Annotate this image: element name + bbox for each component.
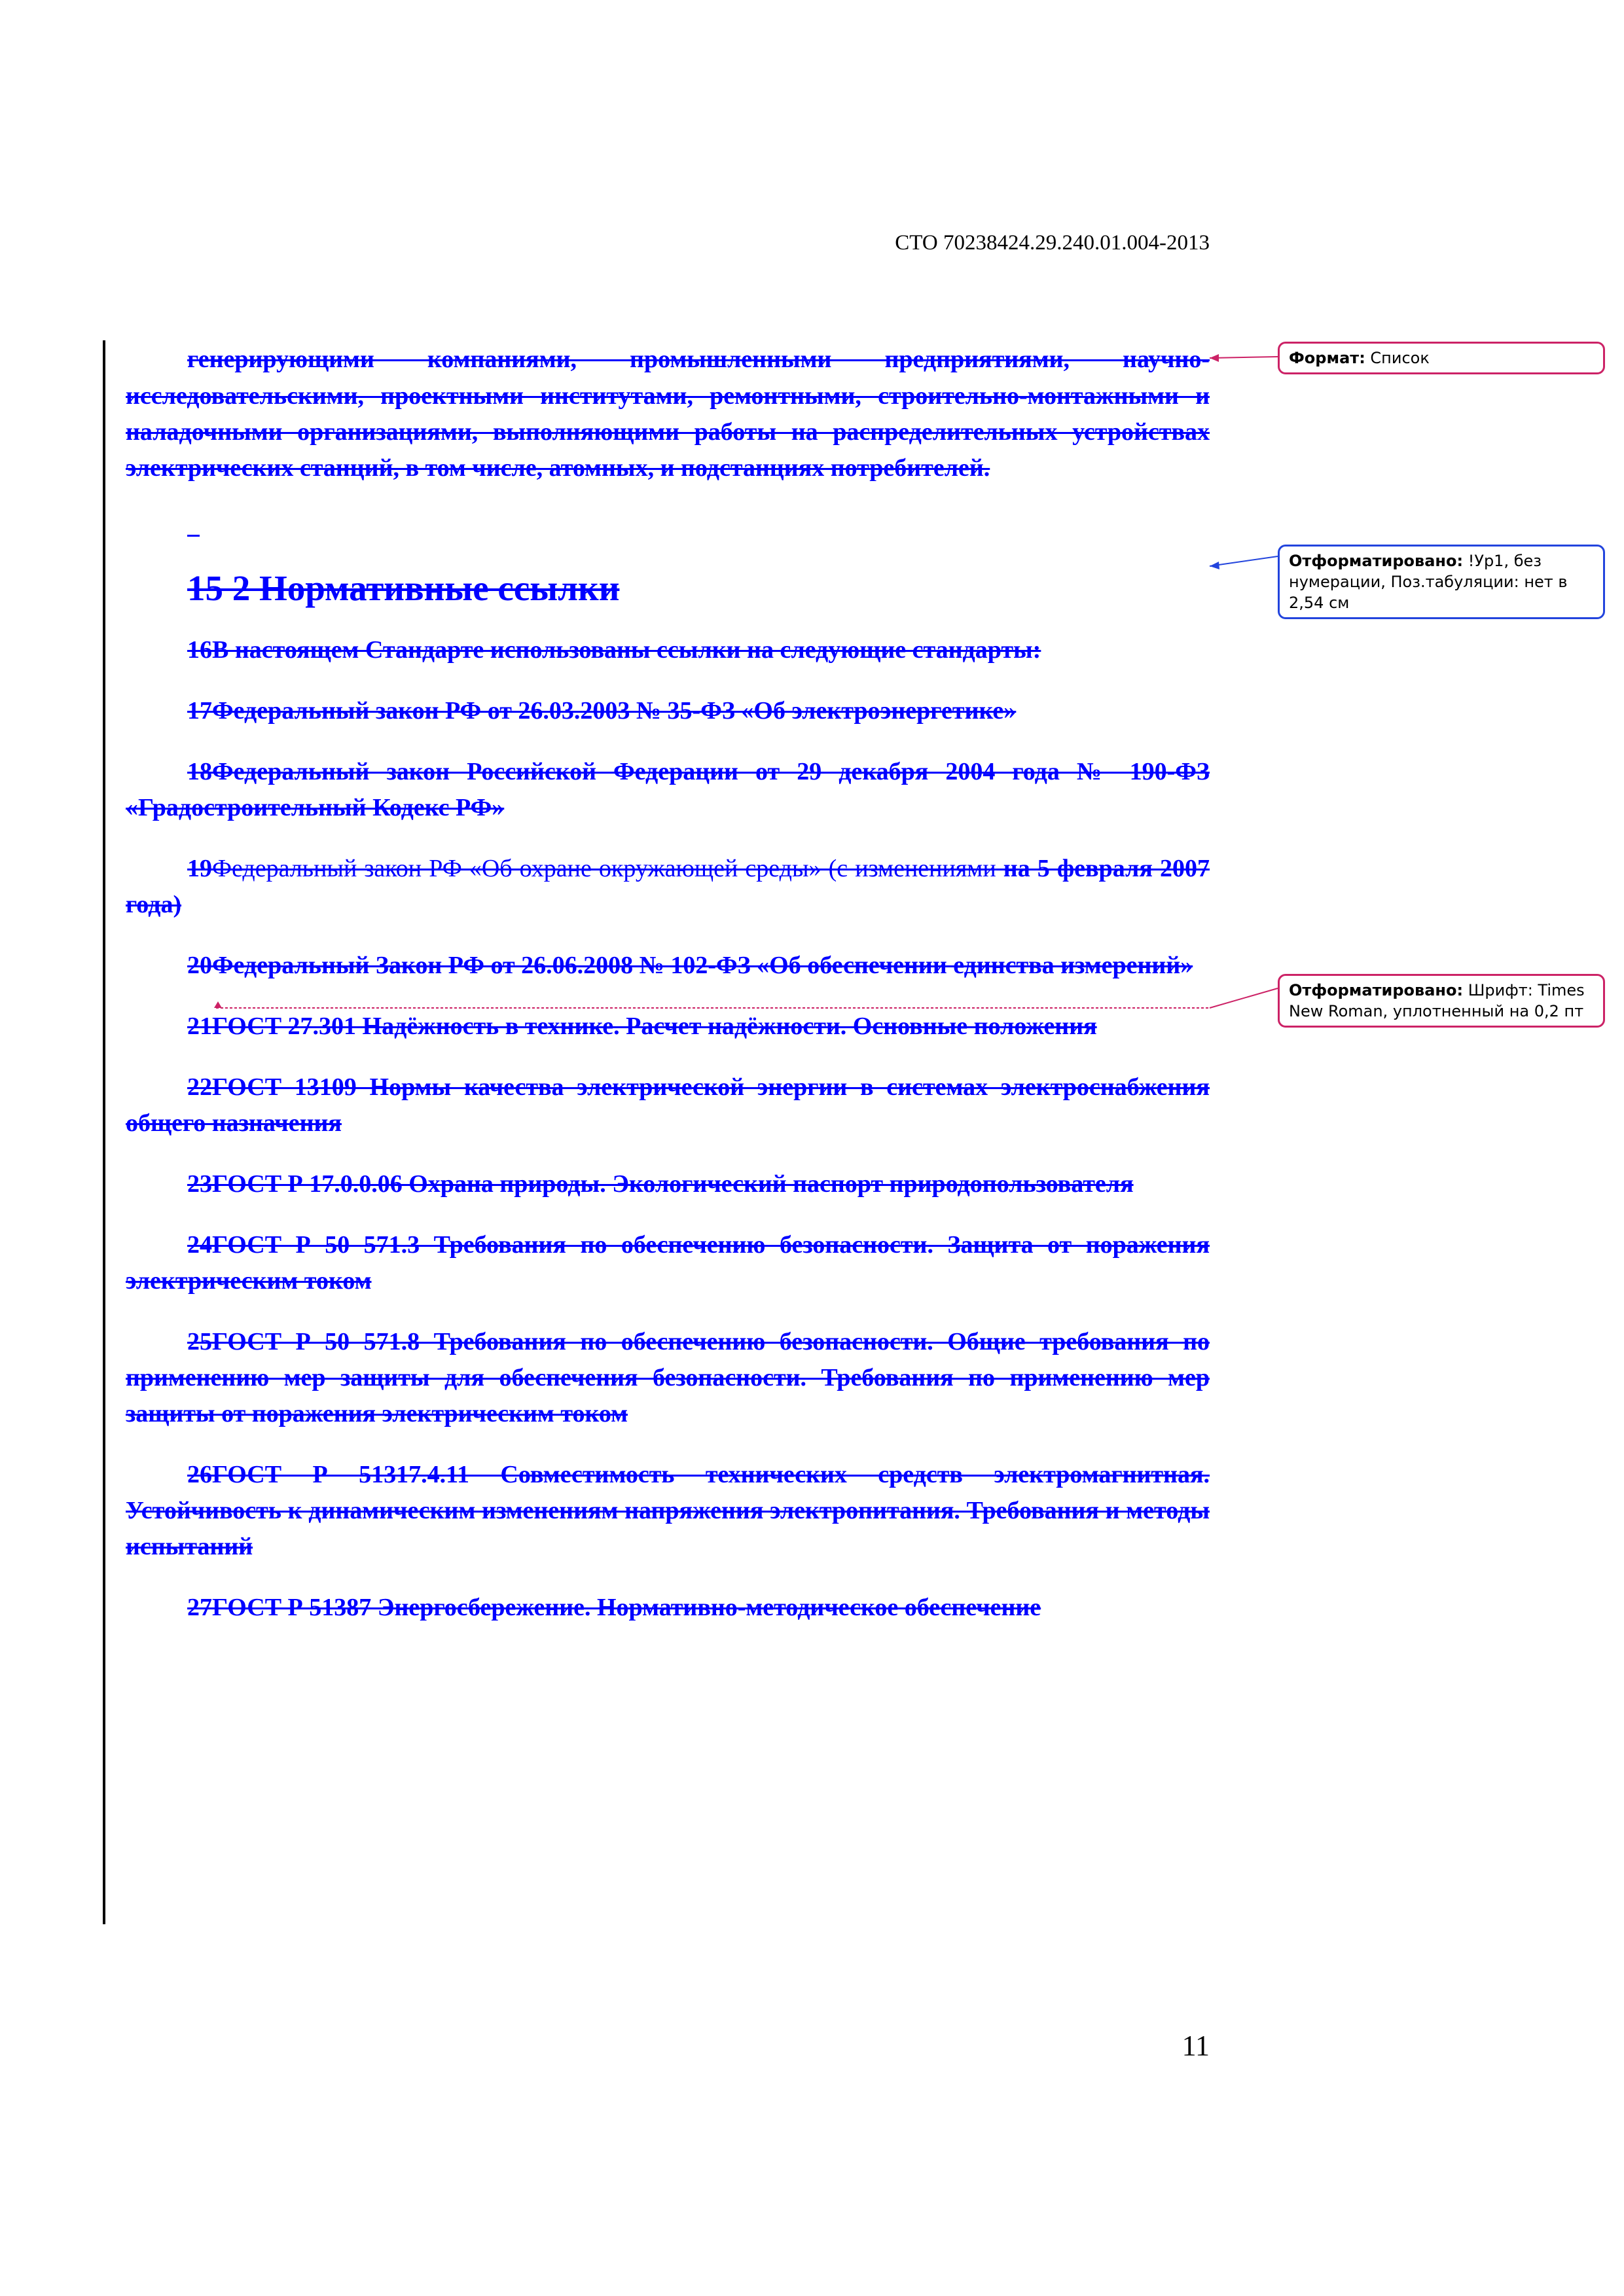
comment-label: Отформатировано: xyxy=(1289,981,1464,999)
intro-paragraph-text: генерирующими компаниями, промышленными предприятиями, научно-исследовательскими, проектными институтами, ремонтными, строительно-монтажными и наладочными организациями, выполняющими работы на распределительных устройствах электрических станций, в том числе, атомных, и подстанциях потребителей. xyxy=(126,346,1210,482)
comment-label: Формат: xyxy=(1289,349,1365,367)
reference-text-normal: Федеральный закон РФ «Об охране окружающей среды» (с изменениями xyxy=(212,855,996,882)
reference-item: 26ГОСТ Р 51317.4.11 Совместимость технических средств электромагнитная. Устойчивость к динамическим изменениям напряжения электропитания. Требования и методы испытаний xyxy=(126,1461,1210,1560)
comment-balloon[interactable] xyxy=(1278,545,1605,619)
reference-item: 21ГОСТ 27.301 Надёжность в технике. Расчет надёжности. Основные положения xyxy=(187,1013,1097,1040)
reference-item: 20Федеральный Закон РФ от 26.06.2008 № 102-ФЗ «Об обеспечении единства измерений» xyxy=(187,952,1193,979)
reference-item: 24ГОСТ Р 50 571.3 Требования по обеспечению безопасности. Защита от поражения электрическим током xyxy=(126,1231,1210,1295)
reference-item: 27ГОСТ Р 51387 Энергосбережение. Нормативно-методическое обеспечение xyxy=(187,1594,1041,1621)
page-number: 11 xyxy=(1182,2030,1210,2062)
reference-item: 18Федеральный закон Российской Федерации от 29 декабря 2004 года № 190-ФЗ «Градостроительный Кодекс РФ» xyxy=(126,758,1210,821)
document-code-header: СТО 70238424.29.240.01.004-2013 xyxy=(895,231,1210,255)
comment-balloon[interactable] xyxy=(1278,342,1605,374)
reference-number: 19 xyxy=(187,855,212,882)
reference-item: 25ГОСТ Р 50 571.8 Требования по обеспечению безопасности. Общие требования по применению мер защиты для обеспечения безопасности. Требования по применению мер защиты от поражения электрическим током xyxy=(126,1328,1210,1427)
reference-item: 22ГОСТ 13109 Нормы качества электрической энергии в системах электроснабжения общего назначения xyxy=(126,1073,1210,1137)
comment-text: Список xyxy=(1365,349,1430,367)
reference-item: 23ГОСТ Р 17.0.0.06 Охрана природы. Экологический паспорт природопользователя xyxy=(187,1170,1134,1198)
comment-label: Отформатировано: xyxy=(1289,552,1464,570)
reference-text-bold: на 5 февраля 2007 года) xyxy=(126,855,1210,918)
comment-balloon[interactable] xyxy=(1278,974,1605,1028)
comment-text: !Ур1, без нумерации, Поз.табуляции: нет в 2,54 см xyxy=(1289,552,1568,612)
reference-item: 16В настоящем Стандарте использованы ссылки на следующие стандарты: xyxy=(187,636,1041,664)
reference-item: 17Федеральный закон РФ от 26.03.2003 № 35-ФЗ «Об электроэнергетике» xyxy=(187,697,1017,725)
comment-text: Шрифт: Times New Roman, уплотненный на 0,2 пт xyxy=(1289,981,1585,1020)
section-heading: 15 2 Нормативные ссылки xyxy=(187,568,620,608)
